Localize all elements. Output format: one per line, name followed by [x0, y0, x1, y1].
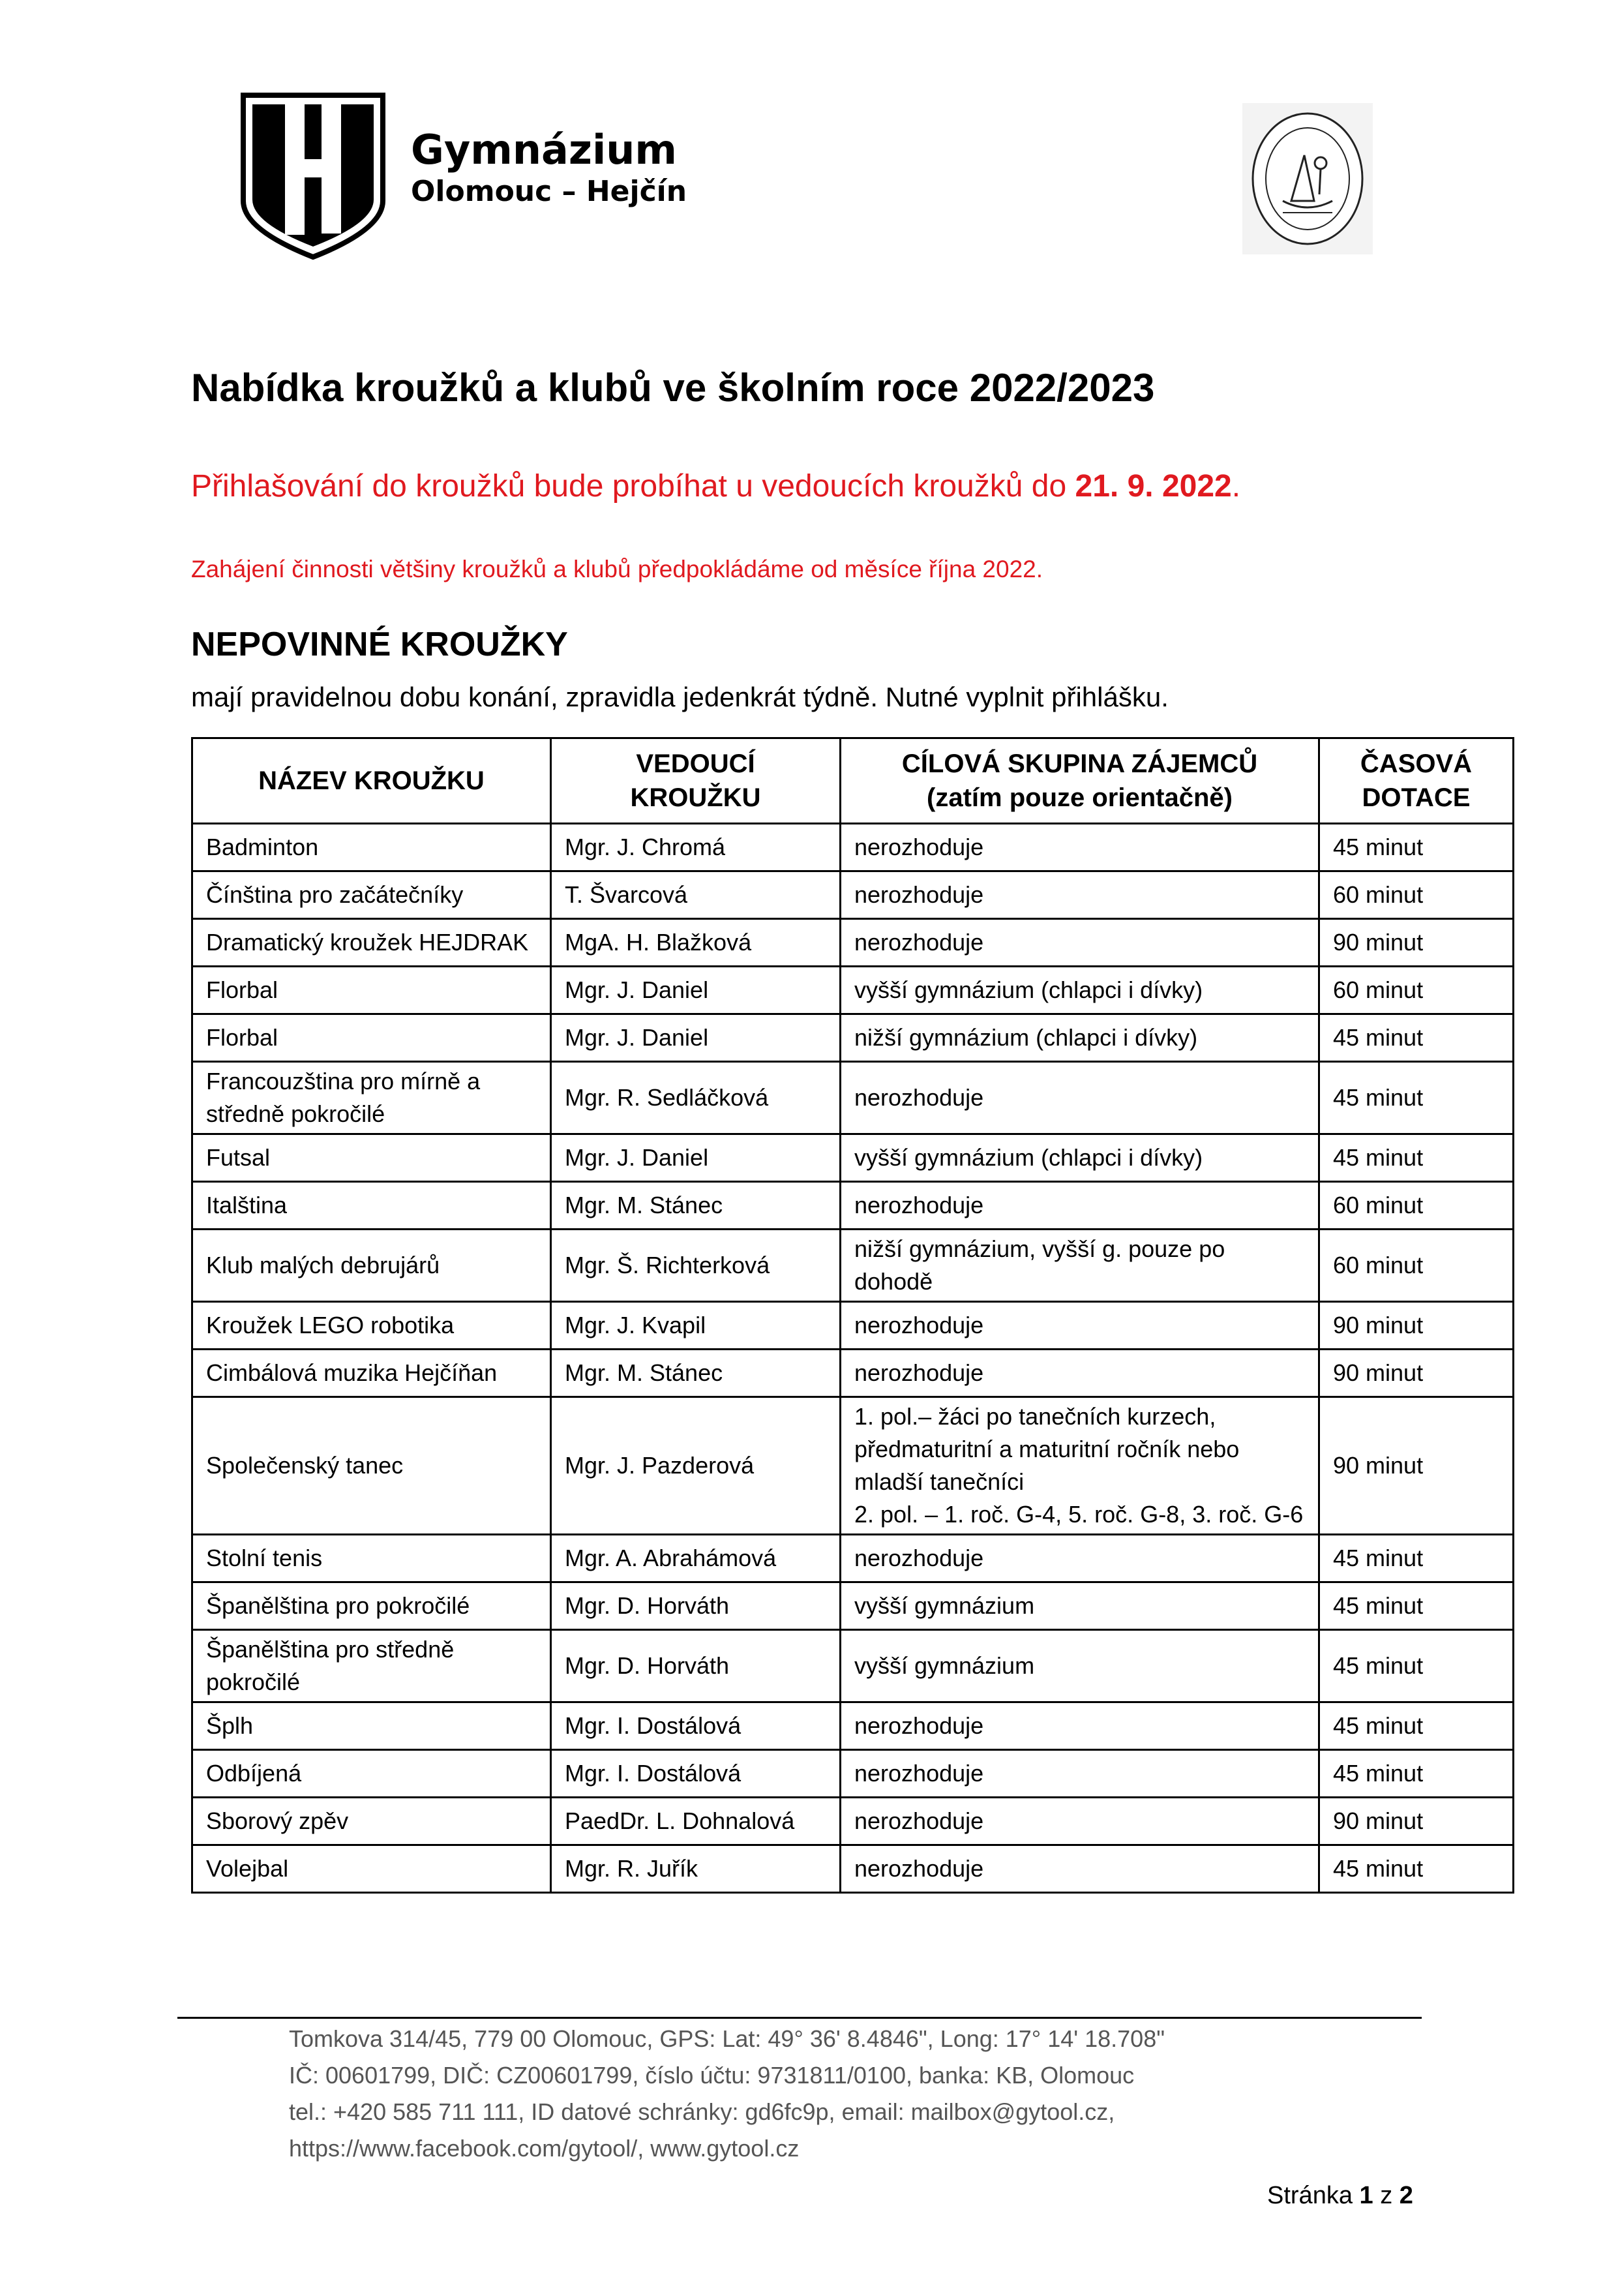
- club-duration-cell: 60 minut: [1319, 871, 1514, 919]
- club-leader-cell: T. Švarcová: [551, 871, 841, 919]
- start-note: Zahájení činnosti většiny kroužků a klubů předpokládáme od měsíce října 2022.: [191, 556, 1043, 582]
- club-duration-cell: 90 minut: [1319, 919, 1514, 967]
- header-duration-line: ČASOVÁ: [1360, 749, 1473, 778]
- club-target-cell: nerozhoduje: [841, 1350, 1319, 1397]
- section-heading: NEPOVINNÉ KROUŽKY: [191, 626, 568, 663]
- header-name-line: NÁZEV KROUŽKU: [258, 766, 485, 795]
- club-name-cell: Čínština pro začátečníky: [192, 871, 551, 919]
- club-leader-cell: Mgr. M. Stánec: [551, 1350, 841, 1397]
- club-name-cell: Stolní tenis: [192, 1535, 551, 1582]
- club-target-cell: nerozhoduje: [841, 1845, 1319, 1893]
- table-row: [192, 1535, 1514, 1582]
- header-target-line: CÍLOVÁ SKUPINA ZÁJEMCŮ: [901, 749, 1258, 778]
- table-row: [192, 1702, 1514, 1750]
- club-target-cell: nerozhoduje: [841, 1702, 1319, 1750]
- table-row: [192, 871, 1514, 919]
- footer-line: IČ: 00601799, DIČ: CZ00601799, číslo účtu: 9731811/0100, banka: KB, Olomouc: [289, 2062, 1135, 2089]
- page-total: 2: [1399, 2182, 1413, 2209]
- club-name-cell: Florbal: [192, 967, 551, 1014]
- page-number: [1267, 2182, 1413, 2210]
- header-duration: [1319, 738, 1514, 824]
- page-separator: z: [1373, 2182, 1400, 2209]
- header-leader-line: KROUŽKU: [630, 783, 761, 812]
- club-duration-cell: 45 minut: [1319, 1630, 1514, 1702]
- club-target-cell: vyšší gymnázium: [841, 1630, 1319, 1702]
- page-current: 1: [1359, 2182, 1373, 2209]
- club-duration-cell: 90 minut: [1319, 1350, 1514, 1397]
- table-row: [192, 1062, 1514, 1134]
- club-duration-cell: 45 minut: [1319, 1845, 1514, 1893]
- club-duration-cell: 45 minut: [1319, 1535, 1514, 1582]
- club-leader-cell: Mgr. J. Pazderová: [551, 1397, 841, 1535]
- club-duration-cell: 45 minut: [1319, 1014, 1514, 1062]
- club-leader-cell: Mgr. J. Daniel: [551, 1134, 841, 1182]
- club-leader-cell: Mgr. J. Chromá: [551, 824, 841, 871]
- footer-line: Tomkova 314/45, 779 00 Olomouc, GPS: Lat: 49° 36' 8.4846", Long: 17° 14' 18.708": [289, 2025, 1165, 2052]
- club-name-cell: Italština: [192, 1182, 551, 1230]
- club-duration-cell: 90 minut: [1319, 1397, 1514, 1535]
- club-name-cell: Klub malých debrujárů: [192, 1230, 551, 1302]
- club-duration-cell: 90 minut: [1319, 1798, 1514, 1845]
- table-row: [192, 824, 1514, 871]
- club-leader-cell: PaedDr. L. Dohnalová: [551, 1798, 841, 1845]
- club-duration-cell: 90 minut: [1319, 1302, 1514, 1350]
- page-title: Nabídka kroužků a klubů ve školním roce 2022/2023: [191, 366, 1155, 410]
- club-leader-cell: Mgr. J. Daniel: [551, 1014, 841, 1062]
- club-target-cell: nerozhoduje: [841, 1302, 1319, 1350]
- section-lead: mají pravidelnou dobu konání, zpravidla jedenkrát týdně. Nutné vyplnit přihlášku.: [191, 682, 1169, 712]
- club-name-cell: Dramatický kroužek HEJDRAK: [192, 919, 551, 967]
- footer-contact: [289, 2021, 1165, 2167]
- registration-text: Přihlašování do kroužků bude probíhat u vedoucích kroužků do: [191, 469, 1075, 504]
- club-target-cell: vyšší gymnázium (chlapci i dívky): [841, 1134, 1319, 1182]
- club-name-cell: Cimbálová muzika Hejčíňan: [192, 1350, 551, 1397]
- club-leader-cell: Mgr. D. Horváth: [551, 1582, 841, 1630]
- club-duration-cell: 60 minut: [1319, 1182, 1514, 1230]
- footer-line: tel.: +420 585 711 111, ID datové schránky: gd6fc9p, email: mailbox@gytool.cz,: [289, 2098, 1115, 2125]
- school-city: Olomouc – Hejčín: [411, 175, 687, 208]
- footer-divider: [177, 2017, 1422, 2019]
- table-row: [192, 1582, 1514, 1630]
- registration-end: .: [1231, 469, 1241, 504]
- table-row: [192, 1230, 1514, 1302]
- club-duration-cell: 45 minut: [1319, 1062, 1514, 1134]
- club-leader-cell: Mgr. R. Juřík: [551, 1845, 841, 1893]
- club-duration-cell: 45 minut: [1319, 1134, 1514, 1182]
- table-row: [192, 967, 1514, 1014]
- club-duration-cell: 45 minut: [1319, 824, 1514, 871]
- club-leader-cell: Mgr. A. Abrahámová: [551, 1535, 841, 1582]
- club-leader-cell: Mgr. R. Sedláčková: [551, 1062, 841, 1134]
- table-row: [192, 1182, 1514, 1230]
- registration-note: [191, 468, 1240, 504]
- club-leader-cell: MgA. H. Blažková: [551, 919, 841, 967]
- club-name-cell: Florbal: [192, 1014, 551, 1062]
- club-name-cell: Sborový zpěv: [192, 1798, 551, 1845]
- club-name-cell: Kroužek LEGO robotika: [192, 1302, 551, 1350]
- club-target-cell: nerozhoduje: [841, 1798, 1319, 1845]
- club-target-cell: vyšší gymnázium: [841, 1582, 1319, 1630]
- club-duration-cell: 45 minut: [1319, 1750, 1514, 1798]
- table-row: [192, 1134, 1514, 1182]
- municipal-seal-icon: [1242, 103, 1373, 254]
- club-target-cell: nerozhoduje: [841, 1062, 1319, 1134]
- club-name-cell: Badminton: [192, 824, 551, 871]
- club-name-cell: Francouzština pro mírně a středně pokročilé: [192, 1062, 551, 1134]
- club-leader-cell: Mgr. D. Horváth: [551, 1630, 841, 1702]
- club-target-cell: nerozhoduje: [841, 919, 1319, 967]
- club-target-cell: vyšší gymnázium (chlapci i dívky): [841, 967, 1319, 1014]
- club-duration-cell: 60 minut: [1319, 967, 1514, 1014]
- club-leader-cell: Mgr. M. Stánec: [551, 1182, 841, 1230]
- school-brand: [411, 127, 687, 211]
- club-target-cell: 1. pol.– žáci po tanečních kurzech, předmaturitní a maturitní ročník nebo mladší tanečníci 2. pol. – 1. roč. G-4, 5. roč. G-8, 3. roč. G-6: [841, 1397, 1319, 1535]
- header-target-line: (zatím pouze orientačně): [927, 783, 1233, 812]
- club-leader-cell: Mgr. Š. Richterková: [551, 1230, 841, 1302]
- club-name-cell: Odbíjená: [192, 1750, 551, 1798]
- table-row: [192, 1750, 1514, 1798]
- club-leader-cell: Mgr. I. Dostálová: [551, 1750, 841, 1798]
- table-row: [192, 1845, 1514, 1893]
- table-row: [192, 919, 1514, 967]
- club-leader-cell: Mgr. J. Daniel: [551, 967, 841, 1014]
- club-name-cell: Španělština pro pokročilé: [192, 1582, 551, 1630]
- table-row: [192, 1302, 1514, 1350]
- clubs-table: [191, 737, 1514, 1894]
- club-duration-cell: 60 minut: [1319, 1230, 1514, 1302]
- club-name-cell: Španělština pro středně pokročilé: [192, 1630, 551, 1702]
- table-header-row: [192, 738, 1514, 824]
- header-leader: [551, 738, 841, 824]
- club-name-cell: Volejbal: [192, 1845, 551, 1893]
- club-target-cell: nižší gymnázium (chlapci i dívky): [841, 1014, 1319, 1062]
- club-target-cell: nižší gymnázium, vyšší g. pouze po dohodě: [841, 1230, 1319, 1302]
- club-duration-cell: 45 minut: [1319, 1582, 1514, 1630]
- club-target-cell: nerozhoduje: [841, 1182, 1319, 1230]
- footer-line: https://www.facebook.com/gytool/, www.gytool.cz: [289, 2135, 800, 2162]
- page-prefix: Stránka: [1267, 2182, 1360, 2209]
- school-name: Gymnázium: [411, 126, 677, 174]
- club-name-cell: Společenský tanec: [192, 1397, 551, 1535]
- club-leader-cell: Mgr. I. Dostálová: [551, 1702, 841, 1750]
- header-name: [192, 738, 551, 824]
- club-target-cell: nerozhoduje: [841, 1750, 1319, 1798]
- club-name-cell: Futsal: [192, 1134, 551, 1182]
- club-target-cell: nerozhoduje: [841, 1535, 1319, 1582]
- school-shield-logo-icon: [238, 91, 388, 261]
- table-row: [192, 1798, 1514, 1845]
- table-row: [192, 1630, 1514, 1702]
- club-duration-cell: 45 minut: [1319, 1702, 1514, 1750]
- club-target-cell: nerozhoduje: [841, 824, 1319, 871]
- header-duration-line: DOTACE: [1362, 783, 1471, 812]
- table-row: [192, 1350, 1514, 1397]
- club-target-cell: nerozhoduje: [841, 871, 1319, 919]
- header-leader-line: VEDOUCÍ: [636, 749, 755, 778]
- club-leader-cell: Mgr. J. Kvapil: [551, 1302, 841, 1350]
- club-name-cell: Šplh: [192, 1702, 551, 1750]
- registration-deadline: 21. 9. 2022: [1075, 469, 1232, 504]
- table-row: [192, 1014, 1514, 1062]
- header-target: [841, 738, 1319, 824]
- table-row: [192, 1397, 1514, 1535]
